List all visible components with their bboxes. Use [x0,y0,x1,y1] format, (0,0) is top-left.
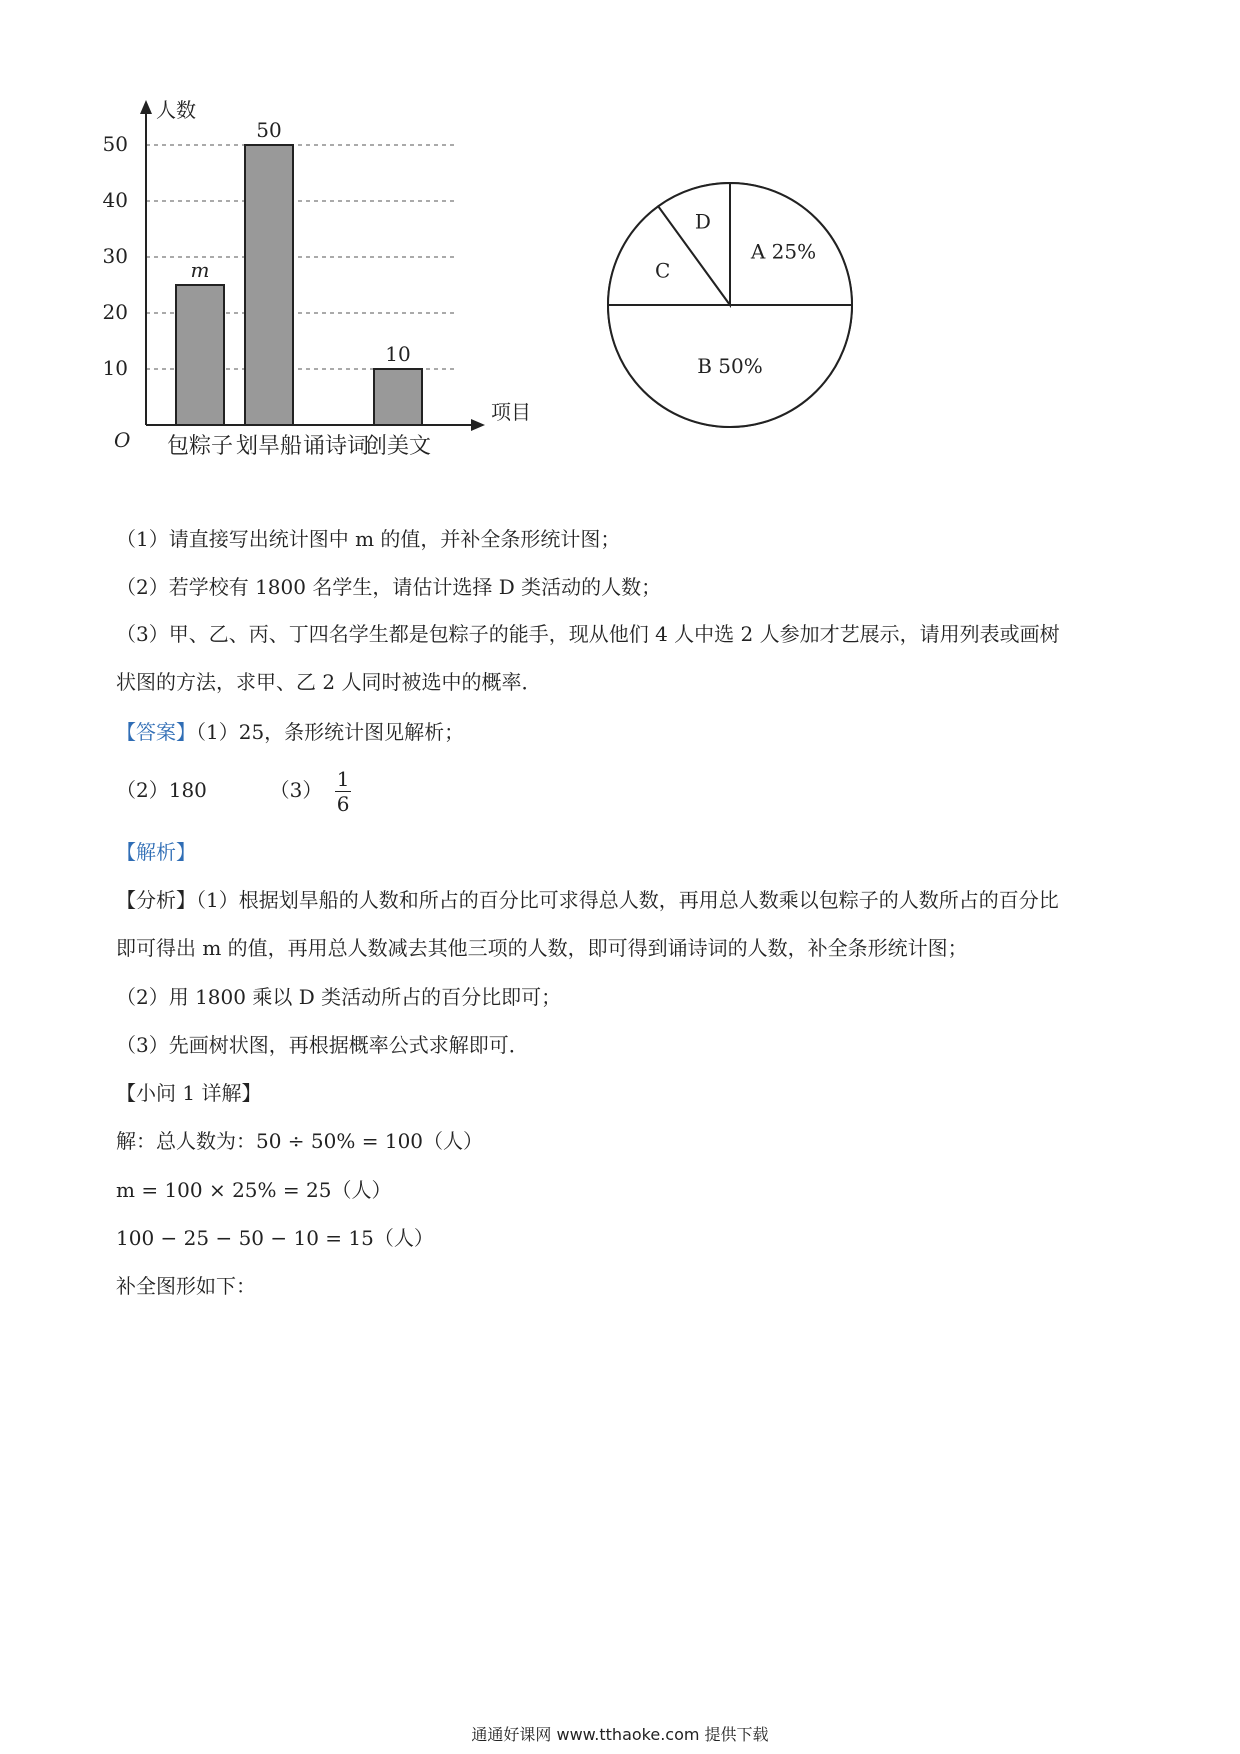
solution-line-3: 100 − 25 − 50 − 10 = 15（人） [116,1226,434,1250]
analysis-tag: 【解析】 [116,840,196,864]
data-label-0: m [190,258,210,282]
solution-line-4: 补全图形如下： [116,1274,256,1298]
footer-text: 通通好课网 www.tthaoke.com 提供下载 [471,1725,769,1744]
data-label-3: 10 [385,342,411,366]
answer-2-3-line [116,760,351,820]
fraction-denominator: 6 [336,792,350,816]
y-tick-label-50: 50 [102,132,128,156]
y-axis-label: 人数 [156,98,196,122]
pie-label-3: D [694,209,711,234]
pie-label-1: B 50% [697,354,763,378]
answer-3-prefix: （3） [269,778,323,802]
answer-line [116,718,464,746]
origin-label: O [114,428,131,452]
x-tick-label-2: 诵诗词 [302,434,370,459]
fenxi-line-4: （3）先画树状图，再根据概率公式求解即可． [116,1033,529,1057]
question-3-line-1: （3）甲、乙、丙、丁四名学生都是包粽子的能手，现从他们 4 人中选 2 人参加才艺展示，请用列表或画树 [116,622,1060,646]
x-axis-label: 项目 [491,400,531,424]
analysis-tag-line [116,838,196,866]
pie-label-2: C [654,258,671,283]
bar-chart [102,95,590,515]
y-tick-label-40: 40 [102,188,128,212]
fenxi-text-1: （1）根据划旱船的人数和所占的百分比可求得总人数，再用总人数乘以包粽子的人数所占的百分比 [196,888,1059,912]
x-tick-label-0: 包粽子 [166,434,234,459]
charts-area [102,95,1110,515]
answer-tag: 【答案】 [116,720,196,744]
pie-label-0: A 25% [750,239,817,264]
y-tick-label-20: 20 [102,300,128,324]
solution-line-2: m = 100 × 25% = 25（人） [116,1178,392,1202]
answer-text: （1）25，条形统计图见解析； [196,720,465,744]
fenxi-line-2: 即可得出 m 的值，再用总人数减去其他三项的人数，即可得到诵诗词的人数，补全条形统计图； [116,936,968,960]
fenxi-line-3: （2）用 1800 乘以 D 类活动所占的百分比即可； [116,985,562,1009]
x-tick-label-1: 划旱船 [235,434,303,459]
fraction-numerator: 1 [336,767,350,791]
answer-3-fraction [335,767,352,816]
question-3-line-2: 状图的方法，求甲、乙 2 人同时被选中的概率． [116,670,542,694]
x-tick-label-3: 创美文 [364,434,432,459]
y-tick-label-10: 10 [102,356,128,380]
y-tick-label-30: 30 [102,244,128,268]
pie-chart [600,175,860,435]
x-axis-arrow [471,419,485,431]
bar-0 [176,285,224,425]
bar-1 [245,145,293,425]
solution-line-1: 解：总人数为：50 ÷ 50% = 100（人） [116,1129,484,1153]
y-axis-arrow [140,100,152,114]
bar-3 [374,369,422,425]
question-2: （2）若学校有 1800 名学生，请估计选择 D 类活动的人数； [116,575,662,599]
answer-2: （2）180 [116,778,207,802]
fenxi-line-1 [116,886,1059,914]
fenxi-tag: 【分析】 [116,888,196,912]
question-1: （1）请直接写出统计图中 m 的值，并补全条形统计图； [116,527,621,551]
subquestion-1-heading: 【小问 1 详解】 [116,1081,262,1105]
data-label-1: 50 [256,118,282,142]
